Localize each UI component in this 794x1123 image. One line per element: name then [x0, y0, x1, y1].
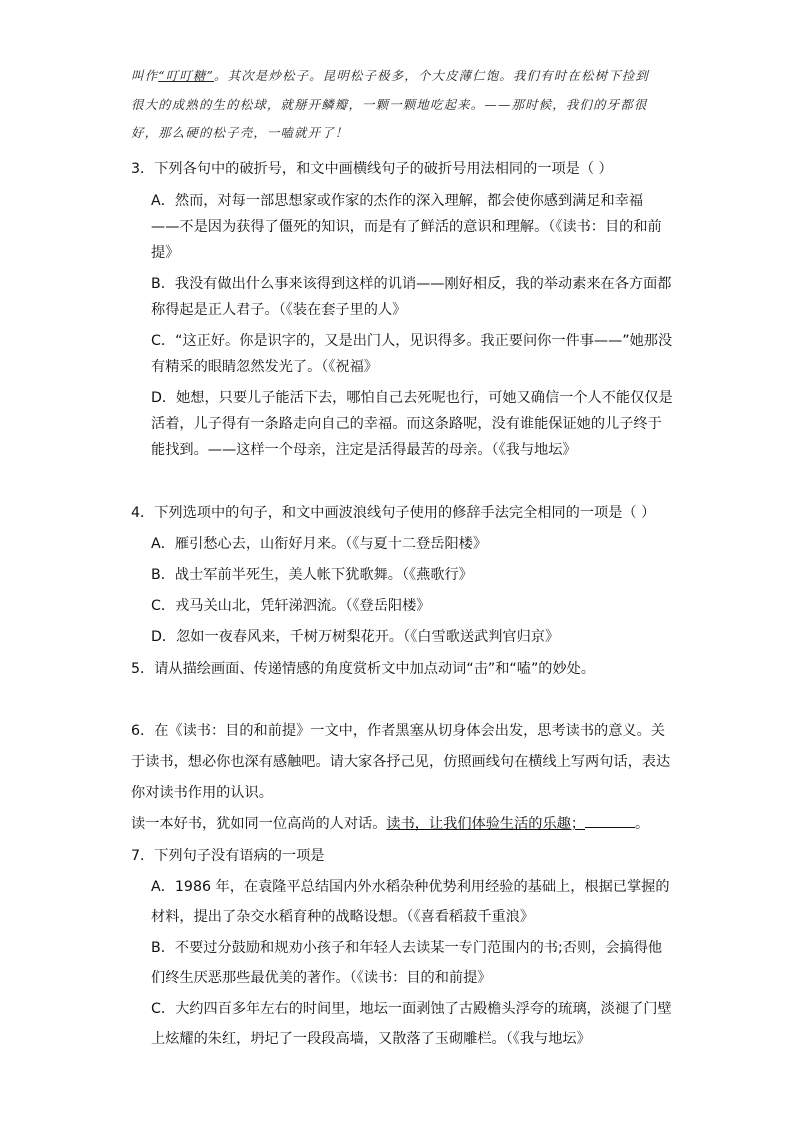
option-d: D．她想，只要儿子能活下去，哪怕自己去死呢也行，可她又确信一个人不能仅仅是 — [151, 390, 673, 406]
passage-line: 很大的成熟的生的松球，就掰开鳞瓣，一颗一颗地吃起来。——那时候，我们的牙都很 — [131, 96, 648, 112]
passage-text: 叫作 — [131, 68, 159, 83]
question-5 — [131, 656, 671, 682]
underlined-example: 读书，让我们体验生活的乐趣； — [386, 816, 586, 832]
question-stem: 7．下列句子没有语病的一项是 — [131, 848, 325, 864]
option-d: D．忽如一夜春风来，千树万树梨花开。（《白雪歌送武判官归京》 — [151, 629, 560, 645]
option-b: B．我没有做出什么事来该得到这样的讥诮——刚好相反，我的举动素来在各方面都 — [151, 276, 672, 292]
passage-line: 好，那么硬的松子壳，一嗑就开了！ — [131, 125, 349, 140]
underlined-term: “叮叮糖” — [158, 68, 215, 83]
option-a: A．然而，对每一部思想家或作家的杰作的深入理解，都会使你感到满足和幸福 — [151, 193, 644, 209]
passage-text: 。其次是炒松子。昆明松子极多，个大皮薄仁饱。我们有时在松树下捡到 — [214, 68, 649, 83]
option-d-cont: 活着，儿子得有一条路走向自己的幸福。而这条路呢，没有谁能保证她的儿子终于 — [151, 416, 662, 432]
question-stem: 3．下列各句中的破折号，和文中画横线句子的破折号用法相同的一项是（ ） — [131, 161, 613, 177]
option-c-cont: 有精采的眼睛忽然发光了。（《祝福》 — [151, 359, 378, 375]
option-a: A．1986 年，在袁隆平总结国内外水稻杂种优势利用经验的基础上，根据已掌握的 — [151, 879, 670, 895]
answer-blank[interactable] — [585, 813, 635, 828]
example-text: 读一本好书，犹如同一位高尚的人对话。 — [131, 816, 387, 832]
option-c-cont: 上炫耀的朱红，坍圮了一段段高墙，又散落了玉砌雕栏。（《我与地坛》 — [151, 1031, 591, 1047]
option-a: A．雁引愁心去，山衔好月来。（《与夏十二登岳阳楼》 — [151, 536, 488, 552]
question-3 — [131, 156, 671, 463]
option-a-cont: 提》 — [151, 245, 180, 261]
option-b: B．战士军前半死生，美人帐下犹歌舞。（《燕歌行》 — [151, 567, 473, 583]
passage-line — [131, 62, 663, 91]
option-c: C．戎马关山北，凭轩涕泗流。（《登岳阳楼》 — [151, 598, 431, 614]
option-b-cont: 称得起是正人君子。（《装在套子里的人》 — [151, 302, 407, 318]
option-d-cont: 能找到。——这样一个母亲，注定是活得最苦的母亲。（《我与地坛》 — [151, 442, 577, 458]
option-a-cont: 材料，提出了杂交水稻育种的战略设想。（《喜看稻菽千重浪》 — [151, 909, 535, 925]
reading-passage — [131, 62, 663, 148]
question-6 — [131, 718, 671, 837]
example-text: 。 — [635, 816, 650, 832]
option-a-cont: ——不是因为获得了僵死的知识，而是有了鲜活的意识和理解。（《读书：目的和前 — [151, 219, 662, 235]
example-sentence — [131, 811, 671, 837]
question-stem-cont: 于读书，想必你也深有感触吧。请大家各抒己见，仿照画线句在横线上写两句话，表达 — [131, 754, 671, 770]
question-stem: 6．在《读书：目的和前提》一文中，作者黑塞从切身体会出发，思考读书的意义。关 — [131, 723, 665, 739]
question-4 — [131, 500, 671, 650]
option-b-cont: 们终生厌恶那些最优美的著作。（《读书：目的和前提》 — [151, 970, 492, 986]
question-stem: 5．请从描绘画面、传递情感的角度赏析文中加点动词“击”和“嗑”的妙处。 — [131, 661, 596, 677]
option-c: C．大约四百多年左右的时间里，地坛一面剥蚀了古殿檐头浮夸的琉璃，淡褪了门壁 — [151, 1001, 672, 1017]
option-c: C．“这正好。你是识字的，又是出门人，见识得多。我正要问你一件事——”她那没 — [151, 333, 673, 349]
question-7 — [131, 843, 671, 1052]
question-stem: 4．下列选项中的句子，和文中画波浪线句子使用的修辞手法完全相同的一项是（ ） — [131, 505, 656, 521]
question-stem-cont: 你对读书作用的认识。 — [131, 785, 273, 801]
option-b: B．不要过分鼓励和规劝小孩子和年轻人去读某一专门范围内的书;否则，会搞得他 — [151, 940, 663, 956]
